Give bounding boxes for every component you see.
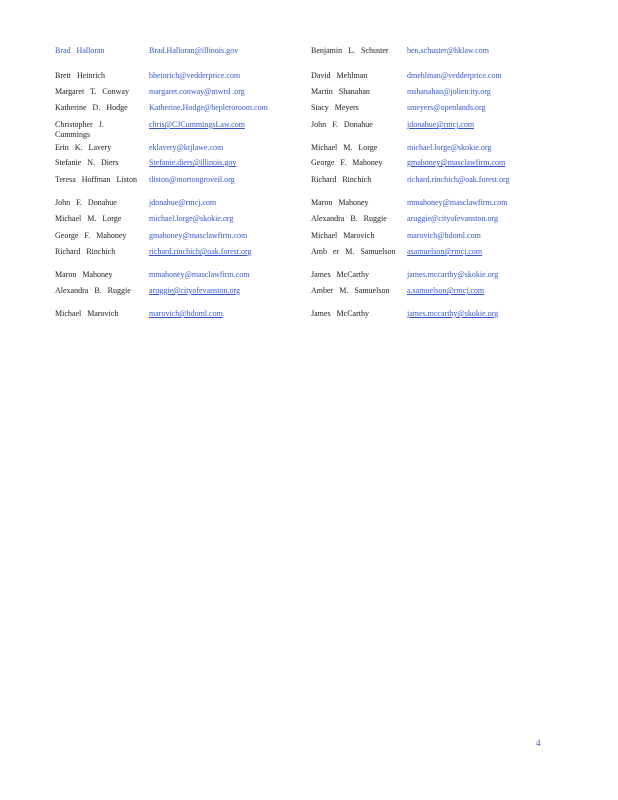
contact-name: Amb er M. Samuelson bbox=[311, 247, 396, 256]
contact-name: Martin Shanahan bbox=[311, 87, 370, 96]
email-link[interactable]: jdonahue@rmcj.com bbox=[149, 198, 217, 207]
email-link[interactable]: ben.schuster@hklaw.com bbox=[407, 46, 489, 55]
email-link[interactable]: bheinrich@vedderprice.com bbox=[149, 71, 241, 80]
email-link[interactable]: richard.rinchich@oak.forest.org bbox=[149, 247, 252, 256]
contact-name: Michael M. Lorge bbox=[55, 214, 122, 223]
email-link[interactable]: tliston@mortongroveil.org bbox=[149, 175, 235, 184]
contact-name: Amber M. Samuelson bbox=[311, 286, 390, 295]
contact-name: Benjamin L. Schuster bbox=[311, 46, 389, 55]
contact-name: Alexandra B. Ruggie bbox=[55, 286, 131, 295]
contact-name: John F. Donahue bbox=[311, 120, 373, 129]
email-link[interactable]: a.samuelson@rmcj.com bbox=[407, 286, 485, 295]
contact-name: Alexandra B. Ruggie bbox=[311, 214, 387, 223]
email-link[interactable]: michael.lorge@skokie.org bbox=[407, 143, 492, 152]
email-link[interactable]: Katherine.Hodge@hepleroroom.com bbox=[149, 103, 268, 112]
contact-name: Brad Halloran bbox=[55, 46, 105, 55]
page-number: 4 bbox=[536, 738, 541, 748]
email-link[interactable]: Brad.Halloran@illinois.gov bbox=[149, 46, 239, 55]
email-link[interactable]: asamuelson@rmcj.com bbox=[407, 247, 483, 256]
contact-name: Michael Marovich bbox=[311, 231, 375, 240]
table-row bbox=[0, 286, 618, 308]
contact-name: Michael Marovich bbox=[55, 309, 119, 318]
email-link[interactable]: richard.rinchich@oak.forest.org bbox=[407, 175, 510, 184]
email-link[interactable]: james.mccarthy@skokie.org bbox=[407, 270, 499, 279]
contact-name: George F. Mahoney bbox=[55, 231, 127, 240]
email-link[interactable]: margaret.conway@mwrd .org bbox=[149, 87, 245, 96]
email-link[interactable]: dmehlman@vedderprice.com bbox=[407, 71, 502, 80]
contact-name: Richard Rinchich bbox=[311, 175, 372, 184]
table-row bbox=[0, 120, 618, 142]
email-link[interactable]: jdonahue@rmcj.com bbox=[407, 120, 475, 129]
contact-name: Margaret T. Conway bbox=[55, 87, 129, 96]
contact-name: James McCarthy bbox=[311, 270, 369, 279]
contact-name: Christopher J. Cummings bbox=[55, 120, 104, 139]
email-link[interactable]: Stefanie.diers@illinois.gov bbox=[149, 158, 237, 167]
email-link[interactable]: smeyers@openlands.org bbox=[407, 103, 486, 112]
email-link[interactable]: mmahoney@masclawfirm.com bbox=[149, 270, 250, 279]
email-link[interactable]: michael.lorge@skokie.org bbox=[149, 214, 234, 223]
contact-name: David Mehlman bbox=[311, 71, 368, 80]
contact-name: Erin K. Lavery bbox=[55, 143, 112, 152]
table-row bbox=[0, 175, 618, 197]
contact-name: Stacy Meyers bbox=[311, 103, 359, 112]
contact-name: George F. Mahoney bbox=[311, 158, 383, 167]
email-link[interactable]: marovich@hdoml.com bbox=[149, 309, 223, 318]
contact-name: Brett Heinrich bbox=[55, 71, 105, 80]
contact-name: Stefanie N. Diers bbox=[55, 158, 119, 167]
email-link[interactable]: gmahoney@masclawfirm.com bbox=[407, 158, 506, 167]
email-link[interactable]: eklavery@ktjlawe.com bbox=[149, 143, 224, 152]
table-row bbox=[0, 309, 618, 331]
email-link[interactable]: mshanahan@jolietcity.org bbox=[407, 87, 491, 96]
contact-name: Maron Mahoney bbox=[311, 198, 369, 207]
table-row bbox=[0, 46, 618, 68]
contact-name: James McCarthy bbox=[311, 309, 369, 318]
contact-name: Teresa Hoffman Liston bbox=[55, 175, 137, 184]
email-link[interactable]: aruggie@cityofevanston.org bbox=[149, 286, 240, 295]
email-link[interactable]: aruggie@cityofevanston.org bbox=[407, 214, 498, 223]
email-link[interactable]: mmahoney@masclawfirm.com bbox=[407, 198, 508, 207]
table-row bbox=[0, 247, 618, 269]
email-link[interactable]: chris@CJCummingsLaw.com bbox=[149, 120, 245, 129]
contact-name: Katherine D. Hodge bbox=[55, 103, 128, 112]
contact-name: Richard Rinchich bbox=[55, 247, 116, 256]
email-link[interactable]: gmahoney@masclawfirm.com bbox=[149, 231, 248, 240]
email-link[interactable]: james.mccarthy@skokie.org bbox=[407, 309, 499, 318]
email-link[interactable]: marovich@hdoml.com bbox=[407, 231, 481, 240]
contact-name: John F. Donahue bbox=[55, 198, 117, 207]
contact-name: Michael M. Lorge bbox=[311, 143, 378, 152]
contact-name: Maron Mahoney bbox=[55, 270, 113, 279]
